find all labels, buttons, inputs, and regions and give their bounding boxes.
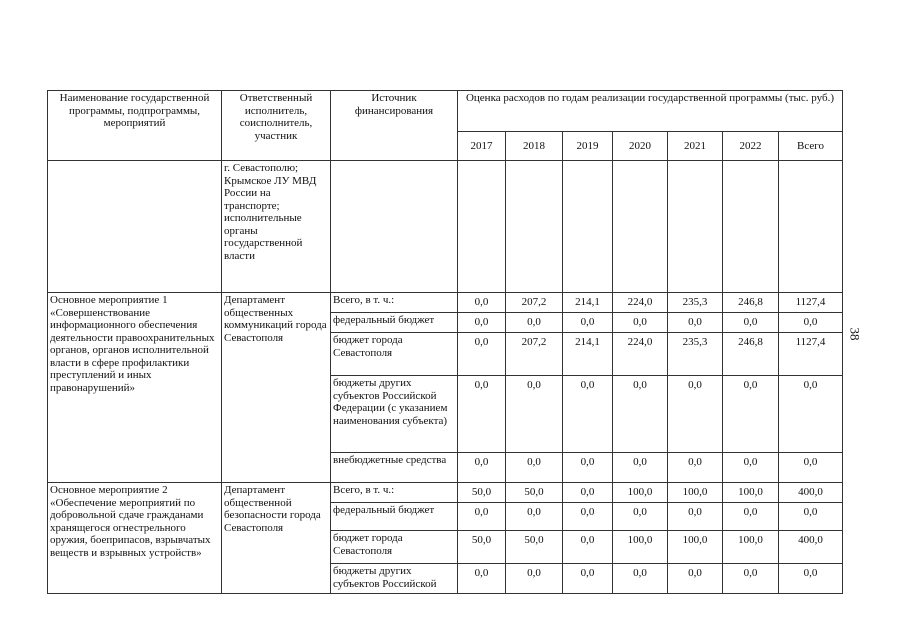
amount-cell: 0,0 <box>458 503 506 531</box>
measure-2-row <box>48 483 843 503</box>
amount-cell: 1127,4 <box>779 333 843 376</box>
amount-cell: 0,0 <box>723 564 779 594</box>
amount-cell: 100,0 <box>668 531 723 564</box>
header-name: Наименование государственной программы, подпрограммы, мероприятий <box>48 91 222 161</box>
amount-cell: 100,0 <box>723 531 779 564</box>
amount-cell: 0,0 <box>458 376 506 453</box>
amount-cell: 0,0 <box>668 453 723 483</box>
amount-cell: 100,0 <box>668 483 723 503</box>
amount-cell: 0,0 <box>723 453 779 483</box>
amount-cell: 50,0 <box>458 531 506 564</box>
page-number: 38 <box>847 327 863 341</box>
amount-cell: 246,8 <box>723 333 779 376</box>
amount-cell: 235,3 <box>668 293 723 313</box>
amount-cell: 224,0 <box>613 333 668 376</box>
header-responsible: Ответственный исполнитель, соисполнитель, участник <box>222 91 331 161</box>
amount-cell: 0,0 <box>506 376 563 453</box>
amount-cell: 100,0 <box>723 483 779 503</box>
amount-cell: 50,0 <box>506 483 563 503</box>
measure-responsible: Департамент общественных коммуникаций города Севастополя <box>222 293 331 483</box>
amount-cell: 1127,4 <box>779 293 843 313</box>
amount-cell: 0,0 <box>779 453 843 483</box>
header-source: Источник финансирования <box>331 91 458 161</box>
funding-source: Всего, в т. ч.: <box>331 293 458 313</box>
continuation-name <box>48 161 222 293</box>
amount-cell: 0,0 <box>723 503 779 531</box>
amount-cell: 50,0 <box>506 531 563 564</box>
amount-cell: 0,0 <box>668 503 723 531</box>
amount-cell: 400,0 <box>779 483 843 503</box>
header-row <box>48 91 843 132</box>
funding-source: бюджет города Севастополя <box>331 333 458 376</box>
amount-cell: 100,0 <box>613 483 668 503</box>
amount-cell: 207,2 <box>506 333 563 376</box>
amount-cell: 0,0 <box>668 564 723 594</box>
amount-cell: 214,1 <box>563 333 613 376</box>
amount-cell: 0,0 <box>613 453 668 483</box>
year-2017: 2017 <box>458 132 506 161</box>
amount-cell: 0,0 <box>563 531 613 564</box>
amount-cell: 224,0 <box>613 293 668 313</box>
expenditure-table <box>47 90 843 594</box>
measure-1-row <box>48 293 843 313</box>
amount-cell: 0,0 <box>458 564 506 594</box>
amount-cell: 214,1 <box>563 293 613 313</box>
amount-cell: 0,0 <box>506 313 563 333</box>
funding-source: бюджеты других субъектов Российской Федерации (с указанием наименования субъекта) <box>331 376 458 453</box>
funding-source: бюджет города Севастополя <box>331 531 458 564</box>
year-2018: 2018 <box>506 132 563 161</box>
funding-source: Всего, в т. ч.: <box>331 483 458 503</box>
header-estimate: Оценка расходов по годам реализации государственной программы (тыс. руб.) <box>458 91 843 132</box>
funding-source: федеральный бюджет <box>331 313 458 333</box>
amount-cell: 0,0 <box>563 453 613 483</box>
amount-cell: 0,0 <box>668 313 723 333</box>
amount-cell: 235,3 <box>668 333 723 376</box>
amount-cell: 246,8 <box>723 293 779 313</box>
amount-cell: 50,0 <box>458 483 506 503</box>
amount-cell: 0,0 <box>779 564 843 594</box>
amount-cell: 0,0 <box>613 376 668 453</box>
year-2020: 2020 <box>613 132 668 161</box>
amount-cell: 0,0 <box>563 483 613 503</box>
amount-cell: 0,0 <box>668 376 723 453</box>
year-total: Всего <box>779 132 843 161</box>
amount-cell: 0,0 <box>613 564 668 594</box>
amount-cell: 0,0 <box>723 376 779 453</box>
amount-cell: 0,0 <box>458 293 506 313</box>
amount-cell: 0,0 <box>506 503 563 531</box>
amount-cell: 100,0 <box>613 531 668 564</box>
continuation-row <box>48 161 843 293</box>
amount-cell: 0,0 <box>506 564 563 594</box>
amount-cell: 0,0 <box>779 313 843 333</box>
amount-cell: 0,0 <box>563 313 613 333</box>
amount-cell: 400,0 <box>779 531 843 564</box>
funding-source: федеральный бюджет <box>331 503 458 531</box>
amount-cell: 0,0 <box>723 313 779 333</box>
measure-name: Основное мероприятие 1 «Совершенствование информационного обеспечения деятельности правоохранительных органов, органов исполнительной власти в сфере профилактики преступлений и иных правонарушений» <box>48 293 222 483</box>
amount-cell: 0,0 <box>563 564 613 594</box>
amount-cell: 0,0 <box>563 503 613 531</box>
funding-source: бюджеты других субъектов Российской <box>331 564 458 594</box>
amount-cell: 0,0 <box>779 503 843 531</box>
year-2022: 2022 <box>723 132 779 161</box>
measure-responsible: Департамент общественной безопасности города Севастополя <box>222 483 331 594</box>
amount-cell: 207,2 <box>506 293 563 313</box>
amount-cell: 0,0 <box>779 376 843 453</box>
continuation-source <box>331 161 458 293</box>
amount-cell: 0,0 <box>458 453 506 483</box>
amount-cell: 0,0 <box>458 313 506 333</box>
funding-source: внебюджетные средства <box>331 453 458 483</box>
amount-cell: 0,0 <box>613 313 668 333</box>
year-2019: 2019 <box>563 132 613 161</box>
continuation-responsible: г. Севастополю; Крымское ЛУ МВД России на транспорте; исполнительные органы государственной власти <box>222 161 331 293</box>
measure-name: Основное мероприятие 2 «Обеспечение мероприятий по добровольной сдаче гражданами хранящегося огнестрельного оружия, боеприпасов, взрывчатых веществ и взрывных устройств» <box>48 483 222 594</box>
amount-cell: 0,0 <box>458 333 506 376</box>
year-2021: 2021 <box>668 132 723 161</box>
amount-cell: 0,0 <box>613 503 668 531</box>
amount-cell: 0,0 <box>506 453 563 483</box>
amount-cell: 0,0 <box>563 376 613 453</box>
